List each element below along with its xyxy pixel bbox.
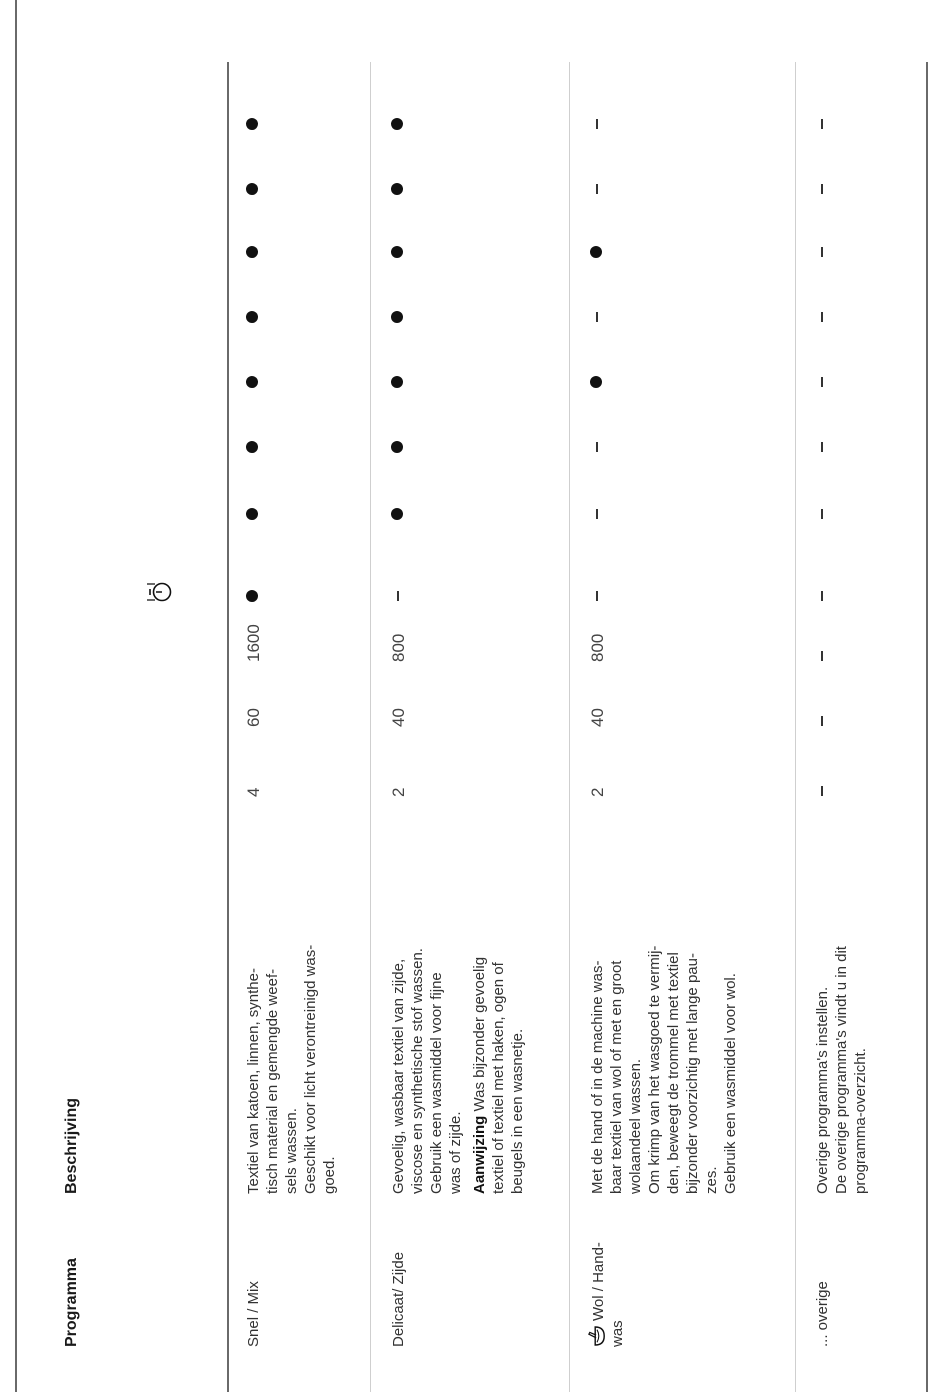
option-5-dash <box>821 247 823 257</box>
program-description <box>813 874 870 1194</box>
option-6-dash <box>821 184 823 194</box>
row-separator <box>370 62 371 1392</box>
option-2-dash <box>821 442 823 452</box>
program-label: ... overige <box>814 1281 831 1347</box>
description-note <box>470 874 527 1194</box>
header-program: Programma <box>63 1258 80 1347</box>
load-value: 2 <box>588 787 607 797</box>
option-6-dot <box>246 183 258 195</box>
description-line: Gebruik een wasmiddel voor fijne <box>428 972 445 1194</box>
header-rule <box>227 62 229 1392</box>
description-line: Om krimp van het wasgoed te vermij- <box>646 945 663 1194</box>
program-label-line2: was <box>609 1320 626 1347</box>
option-6-dot <box>391 183 403 195</box>
spin-dash <box>821 651 823 661</box>
temp-dash <box>821 716 823 726</box>
temp-value: 40 <box>588 708 607 727</box>
temp-value: 60 <box>244 708 263 727</box>
program-description <box>244 874 339 1194</box>
description-line: Gevoelig, wasbaar textiel van zijde, <box>390 958 407 1194</box>
option-5-dot <box>246 246 258 258</box>
program-name <box>389 1207 408 1347</box>
load-dash <box>821 786 823 796</box>
quick-timer-icon <box>146 580 174 604</box>
description-line: zes. <box>703 1166 720 1194</box>
quick-dot <box>246 590 258 602</box>
program-name <box>244 1207 263 1347</box>
description-line: tisch material en gemengde weef- <box>264 968 281 1194</box>
header-description: Beschrijving <box>63 1097 80 1194</box>
description-line: was of zijde. <box>447 1111 464 1194</box>
option-1-dash <box>596 509 598 519</box>
description-line: De overige programma's vindt u in dit <box>833 946 850 1194</box>
description-line: wolaandeel wassen. <box>627 1058 644 1194</box>
program-label: Snel / Mix <box>245 1281 262 1347</box>
load-value: 2 <box>389 787 408 797</box>
program-label: Delicaat/ Zijde <box>390 1251 407 1347</box>
description-line: goed. <box>321 1156 338 1194</box>
description-line: Gebruik een wasmiddel voor wol. <box>722 973 739 1194</box>
spin-value: 1600 <box>244 624 263 662</box>
program-description <box>389 874 527 1194</box>
table-bottom-rule <box>926 62 928 1392</box>
quick-dash <box>397 591 399 601</box>
description-line: Met de hand of in de machine was- <box>589 960 606 1194</box>
program-label: Wol / Hand- <box>590 1242 607 1321</box>
option-7-dot <box>246 118 258 130</box>
description-line: viscose en synthetische stof wassen. <box>409 948 426 1194</box>
note-line: textiel of textiel met haken, ogen of <box>490 962 507 1194</box>
option-2-dot <box>391 441 403 453</box>
temp-value: 40 <box>389 708 408 727</box>
option-6-dash <box>596 184 598 194</box>
quick-dash <box>596 591 598 601</box>
description-line: Overige programma's instellen. <box>814 986 831 1194</box>
option-5-dot <box>590 246 602 258</box>
description-line: Textiel van katoen, linnen, synthe- <box>245 968 262 1194</box>
option-7-dash <box>821 119 823 129</box>
option-1-dot <box>391 508 403 520</box>
description-line: den, beweegt de trommel met textiel <box>665 952 682 1194</box>
option-1-dot <box>246 508 258 520</box>
option-2-dash <box>596 442 598 452</box>
option-1-dash <box>821 509 823 519</box>
quick-dash <box>821 591 823 601</box>
description-line: sels wassen. <box>283 1108 300 1194</box>
description-line: bijzonder voorzichtig met lange pau- <box>684 953 701 1194</box>
option-2-dot <box>246 441 258 453</box>
option-5-dot <box>391 246 403 258</box>
row-separator <box>795 62 796 1392</box>
spin-value: 800 <box>588 633 607 662</box>
note-label: Aanwijzing <box>471 1115 488 1194</box>
table-top-rule <box>15 0 17 1392</box>
option-3-dot <box>391 376 403 388</box>
option-3-dash <box>821 377 823 387</box>
description-line: Geschikt voor licht verontreinigd was- <box>302 944 319 1194</box>
description-line: baar textiel van wol of met en groot <box>608 960 625 1194</box>
option-7-dot <box>391 118 403 130</box>
option-4-dot <box>391 311 403 323</box>
option-4-dot <box>246 311 258 323</box>
option-7-dash <box>596 119 598 129</box>
description-line: programma-overzicht. <box>852 1048 869 1194</box>
load-value: 4 <box>244 787 263 797</box>
program-description <box>588 874 740 1194</box>
program-name <box>813 1207 832 1347</box>
spin-value: 800 <box>389 633 408 662</box>
note-line: beugels in een wasnetje. <box>509 1028 526 1194</box>
hand-wash-icon <box>588 1325 606 1347</box>
note-line: Was bijzonder gevoelig <box>471 956 488 1112</box>
option-3-dot <box>246 376 258 388</box>
row-separator <box>569 62 570 1392</box>
program-name <box>588 1207 627 1347</box>
option-4-dash <box>821 312 823 322</box>
option-4-dash <box>596 312 598 322</box>
option-3-dot <box>590 376 602 388</box>
